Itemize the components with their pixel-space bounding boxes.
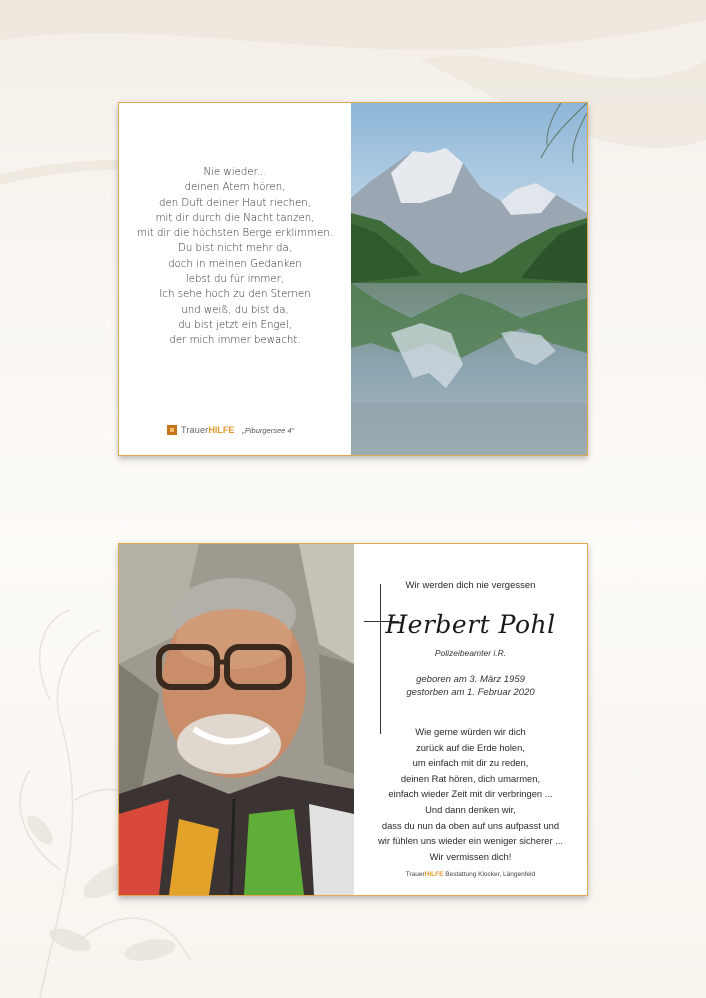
poem-line: zurück auf die Erde holen, — [416, 741, 525, 753]
poem-top — [119, 165, 351, 349]
poem-line: mit dir die höchsten Berge erklimmen. — [137, 228, 333, 240]
poem-line: einfach wieder Zeit mit dir verbringen ... — [388, 788, 553, 800]
death-date: gestorben am 1. Februar 2020 — [406, 687, 535, 698]
poem-line: und weiß, du bist da, — [181, 304, 289, 316]
poem-line: doch in meinen Gedanken — [168, 258, 302, 270]
mountain-lake-image — [351, 103, 587, 455]
poem-line: Wir vermissen dich! — [429, 850, 512, 862]
poem-line: Nie wieder... — [203, 167, 267, 178]
poem-line: den Duft deiner Haut riechen, — [159, 197, 311, 209]
poem-line: dass du nun da oben auf uns aufpasst und — [381, 819, 560, 831]
poem-line: Wie gerne würden wir dich — [415, 726, 526, 737]
poem-line: Ich sehe hoch zu den Sternen — [159, 289, 311, 301]
poem-line: lebst du für immer, — [185, 274, 285, 286]
portrait-image — [119, 544, 354, 895]
funeral-home: Bestattung Klocker, Längenfeld — [445, 871, 536, 878]
headline: Wir werden dich nie vergessen — [405, 580, 536, 591]
poem-line: der mich immer bewacht. — [169, 335, 301, 347]
poem-line: um einfach mit dir zu reden, — [412, 757, 529, 769]
poem-line: mit dir durch die Nacht tanzen, — [155, 212, 315, 224]
model-name: „Piburgersee 4“ — [242, 425, 295, 435]
poem-line: deinen Rat hören, dich umarmen, — [400, 772, 541, 784]
brand-footer — [354, 871, 587, 878]
birth-date: geboren am 3. März 1959 — [416, 674, 525, 685]
brand-word: Trauer — [405, 871, 425, 878]
brand-accent: HILFE — [208, 425, 235, 435]
brand-word: Trauer — [181, 425, 209, 435]
brand-accent: HILFE — [424, 871, 444, 878]
logo-icon — [167, 425, 177, 435]
cross-icon — [380, 584, 381, 734]
deceased-name: Herbert Pohl — [385, 610, 556, 639]
poem-bottom — [354, 724, 587, 864]
poem-line: wir fühlen uns wieder ein weniger sicherer ... — [378, 835, 563, 847]
card-back — [118, 102, 588, 456]
occupation: Polizeibeamter i.R. — [434, 648, 507, 658]
poem-line: du bist jetzt ein Engel, — [178, 319, 292, 331]
poem-line: Und dann denken wir, — [425, 803, 516, 815]
brand-logo — [167, 425, 294, 435]
poem-line: deinen Atem hören, — [184, 182, 286, 194]
poem-line: Du bist nicht mehr da, — [178, 243, 292, 255]
card-front — [118, 543, 588, 896]
